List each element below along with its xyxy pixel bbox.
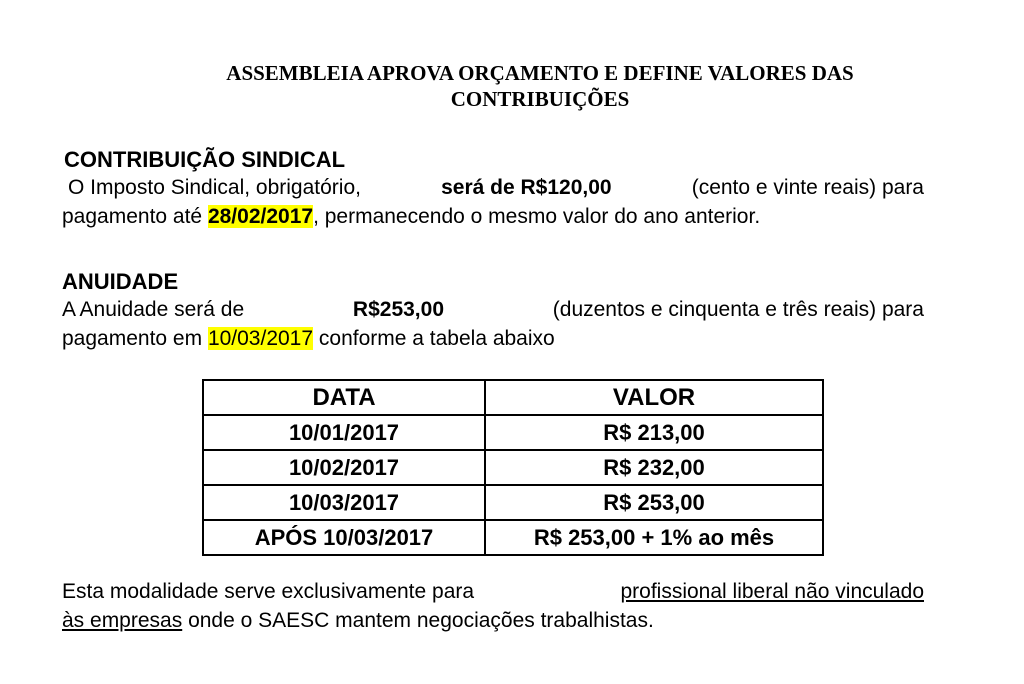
title-line-2: CONTRIBUIÇÕES [450, 87, 630, 111]
table-cell-value: R$ 213,00 [485, 415, 823, 450]
anuidade-text-2b: conforme a tabela abaixo [318, 327, 555, 350]
sindical-text-1a: O Imposto Sindical, obrigatório, [68, 176, 361, 199]
table-row [203, 485, 823, 520]
table-header-row [203, 380, 823, 415]
anuidade-line-1 [62, 295, 924, 324]
anuidade-text-2a: pagamento em [62, 327, 203, 350]
table-cell-date: APÓS 10/03/2017 [203, 520, 485, 555]
title-line-1: ASSEMBLEIA APROVA ORÇAMENTO E DEFINE VALORES DAS [226, 61, 854, 85]
sindical-amount: será de R$120,00 [441, 176, 612, 199]
anuidade-paragraph [62, 295, 924, 353]
table-cell-date: 10/03/2017 [203, 485, 485, 520]
anuidade-amount: R$253,00 [352, 298, 444, 321]
table-cell-value: R$ 232,00 [485, 450, 823, 485]
table-cell-value: R$ 253,00 + 1% ao mês [485, 520, 823, 555]
table-cell-date: 10/02/2017 [203, 450, 485, 485]
table-cell-value: R$ 253,00 [485, 485, 823, 520]
table-row [203, 450, 823, 485]
sindical-due-date: 28/02/2017 [207, 205, 314, 228]
table-row [203, 415, 823, 450]
footer-underlined-1: profissional liberal não vinculado [620, 580, 924, 603]
footer-text-1a: Esta modalidade serve exclusivamente para [62, 580, 475, 603]
sindical-line-1 [62, 173, 924, 202]
anuidade-text-1a: A Anuidade será de [62, 298, 245, 321]
page-title [110, 60, 970, 112]
sindical-text-2a: pagamento até [62, 205, 203, 228]
table-cell-date: 10/01/2017 [203, 415, 485, 450]
footer-underlined-2: às empresas [62, 609, 183, 632]
sindical-line-2 [62, 202, 924, 231]
table-row [203, 520, 823, 555]
column-header-valor: VALOR [485, 380, 823, 415]
footer-line-1 [62, 577, 924, 606]
sindical-text-1c: (cento e vinte reais) para [691, 176, 924, 199]
sindical-heading: CONTRIBUIÇÃO SINDICAL [64, 147, 346, 172]
footer-text-2b: onde o SAESC mantem negociações trabalhistas. [188, 609, 654, 632]
footer-paragraph [62, 577, 924, 635]
anuidade-line-2 [62, 324, 924, 353]
sindical-text-2b: , permanecendo o mesmo valor do ano anterior. [313, 205, 761, 228]
anuidade-text-1c: (duzentos e cinquenta e três reais) para [552, 298, 924, 321]
anuidade-heading: ANUIDADE [62, 269, 179, 294]
sindical-paragraph [62, 173, 924, 231]
fee-table [202, 379, 824, 556]
footer-line-2 [62, 606, 924, 635]
anuidade-due-date: 10/03/2017 [207, 327, 314, 350]
column-header-data: DATA [203, 380, 485, 415]
